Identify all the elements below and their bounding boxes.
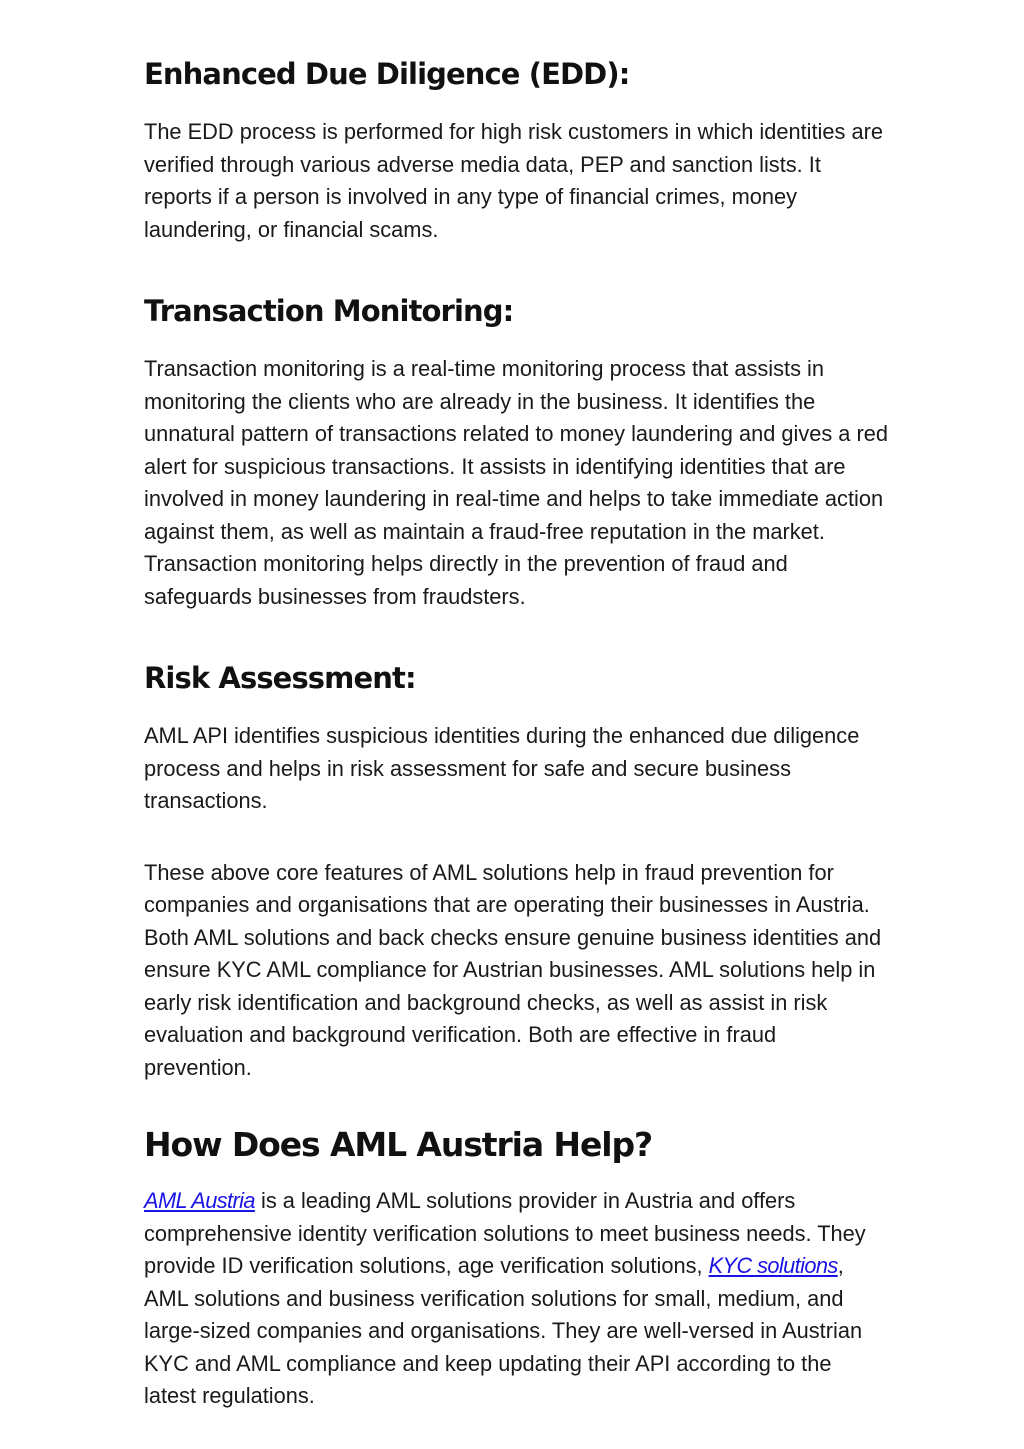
- paragraph-aml-austria: [144, 1185, 889, 1413]
- paragraph-edd: The EDD process is performed for high risk customers in which identities are verified through various adverse media data, PEP and sanction lists. It reports if a person is involved in any type of financial crimes, money laundering, or financial scams.: [144, 119, 883, 242]
- link-aml-austria[interactable]: AML Austria: [144, 1188, 255, 1213]
- heading-transaction-monitoring: Transaction Monitoring:: [144, 294, 514, 328]
- link-kyc-solutions[interactable]: KYC solutions: [708, 1253, 838, 1278]
- paragraph-transaction-monitoring: Transaction monitoring is a real-time monitoring process that assists in monitoring the clients who are already in the business. It identifies the unnatural pattern of transactions related to money laundering and gives a red alert for suspicious transactions. It assists in identifying identities that are involved in money laundering in real-time and helps to take immediate action against them, as well as maintain a fraud-free reputation in the market. Transaction monitoring helps directly in the prevention of fraud and safeguards businesses from fraudsters.: [144, 356, 888, 609]
- paragraph-summary: These above core features of AML solutions help in fraud prevention for companies and organisations that are operating their businesses in Austria. Both AML solutions and back checks ensure genuine business identities and ensure KYC AML compliance for Austrian businesses. AML solutions help in early risk identification and background checks, as well as assist in risk evaluation and background verification. Both are effective in fraud prevention.: [144, 859, 882, 1080]
- paragraph-risk-assessment: AML API identifies suspicious identities during the enhanced due diligence process and helps in risk assessment for safe and secure business transactions.: [144, 723, 860, 813]
- heading-how-does-aml-austria-help: How Does AML Austria Help?: [144, 1125, 653, 1164]
- heading-risk-assessment: Risk Assessment:: [144, 661, 416, 695]
- heading-enhanced-due-diligence: Enhanced Due Diligence (EDD):: [144, 57, 630, 91]
- paragraph-text-part-1: is a leading AML solutions provider in Austria and offers comprehensive identity verification solutions to meet business needs. They provide ID verification solutions, age verification solutions,: [144, 1188, 866, 1278]
- paragraph-text-part-2: , AML solutions and business verification solutions for small, medium, and large-sized companies and organisations. They are well-versed in Austrian KYC and AML compliance and keep updating their API according to the latest regulations.: [144, 1253, 863, 1408]
- document-page: [144, 50, 889, 1413]
